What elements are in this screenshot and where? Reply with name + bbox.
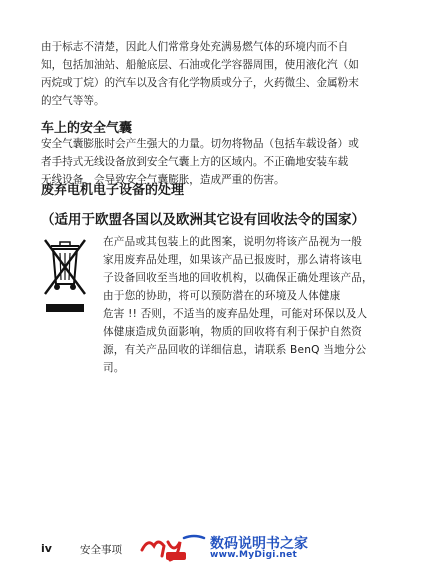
watermark-url: www.MyDigi.net xyxy=(210,550,298,560)
text-line: 由于标志不清楚，因此人们常常身处充满易燃气体的环境内而不自 xyxy=(41,41,349,53)
watermark-name: 数码说明书之家 xyxy=(210,536,308,552)
watermark-logo xyxy=(140,532,410,562)
text-line: 子设备回收至当地的回收机构，以确保正确处理该产品， xyxy=(103,272,373,284)
page-footer xyxy=(0,532,426,562)
text-line: 体健康造成负面影响，物质的回收将有利于保护自然资 xyxy=(103,326,363,338)
page-number: iv xyxy=(41,542,52,555)
text-line: 丙烷或丁烷）的汽车以及含有化学物质或分子，火药微尘、金属粉末 xyxy=(41,77,359,89)
disposal-heading: 废弃电机电子设备的处理 xyxy=(41,183,185,198)
airbag-heading: 车上的安全气囊 xyxy=(41,121,133,136)
text-line: 家用废弃品处理，如果该产品已报废时，那么请将该电 xyxy=(103,254,363,266)
weee-crossed-bin-icon xyxy=(42,236,88,316)
text-line: 危害 !! 否则，不适当的废弃品处理，可能对环保以及人 xyxy=(103,308,368,320)
disposal-subheading: （适用于欧盟各国以及欧洲其它设有回收法令的国家） xyxy=(41,212,365,228)
text-line: 由于您的协助，将可以预防潜在的环境及人体健康 xyxy=(103,290,341,302)
text-line: 源，有关产品回收的详细信息，请联系 BenQ 当地分公 xyxy=(103,344,367,356)
intro-paragraph xyxy=(41,38,396,110)
text-line: 在产品或其包装上的此图案，说明勿将该产品视为一般 xyxy=(103,236,363,248)
text-line: 知，包括加油站、船舱底层、石油或化学容器周围，使用液化汽（如 xyxy=(41,59,359,71)
disposal-paragraph xyxy=(103,233,399,377)
mydigi-logo-icon xyxy=(140,532,208,562)
text-line: 司。 xyxy=(103,362,125,374)
text-line: 安全气囊膨胀时会产生强大的力量。切勿将物品（包括车载设备）或 xyxy=(41,138,359,150)
text-line: 者手持式无线设备放到安全气囊上方的区域内。不正确地安装车载 xyxy=(41,156,349,168)
section-name: 安全事项 xyxy=(80,544,122,556)
text-line: 的空气等等。 xyxy=(41,95,105,107)
text-line: 无线设备，会导致安全气囊膨胀，造成严重的伤害。 xyxy=(41,174,285,186)
